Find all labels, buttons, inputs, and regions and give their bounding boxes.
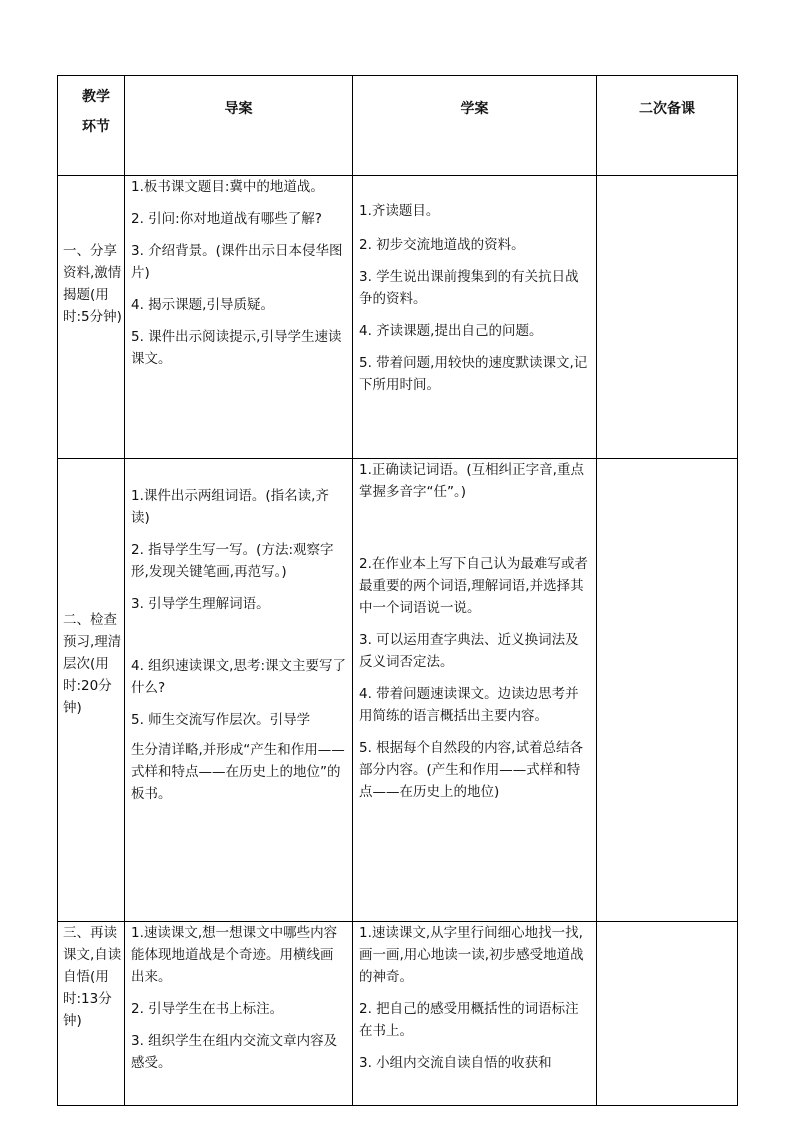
guide-item: 1.课件出示两组词语。(指名读,齐读) <box>131 488 329 526</box>
stage-cell <box>58 459 125 922</box>
guide-item: 2. 引导学生在书上标注。 <box>131 1001 284 1017</box>
guide-item: 3. 引导学生理解词语。 <box>131 596 270 612</box>
guide-item: 5. 课件出示阅读提示,引导学生速读课文。 <box>131 329 342 367</box>
guide-item: 2. 引问:你对地道战有哪些了解? <box>131 211 322 227</box>
stage-cell <box>58 176 125 459</box>
header-stage-line2: 环节 <box>82 119 110 135</box>
study-cell <box>353 459 597 922</box>
guide-item: 1.速读课文,想一想课文中哪些内容能体现地道战是个奇迹。用横线画出来。 <box>131 925 338 985</box>
header-stage <box>58 76 125 176</box>
table-row <box>58 176 738 459</box>
study-item: 3. 学生说出课前搜集到的有关抗日战争的资料。 <box>359 269 579 307</box>
stage-text: 一、分享资料,激情揭题(用时:5分钟) <box>63 243 122 325</box>
header-row <box>58 76 738 176</box>
second-prep-cell <box>597 459 738 922</box>
study-item: 5. 根据每个自然段的内容,试着总结各部分内容。(产生和作用——式样和特点——在历史上的地位) <box>359 740 583 800</box>
guide-item: 1.板书课文题目:冀中的地道战。 <box>131 179 324 195</box>
guide-item: 生分清详略,并形成“产生和作用——式样和特点——在历史上的地位”的板书。 <box>131 742 345 802</box>
stage-text: 二、检查预习,理清层次(用时:20分钟) <box>63 612 122 716</box>
study-item: 2. 把自己的感受用概括性的词语标注在书上。 <box>359 1001 579 1039</box>
stage-text: 三、再读课文,自读自悟(用时:13分钟) <box>63 925 122 1029</box>
study-item: 4. 齐读课题,提出自己的问题。 <box>359 323 543 339</box>
guide-item: 3. 组织学生在组内交流文章内容及感受。 <box>131 1033 338 1071</box>
guide-item: 3. 介绍背景。(课件出示日本侵华图片) <box>131 243 343 281</box>
study-item: 2.在作业本上写下自己认为最难写或者最重要的两个词语,理解词语,并选择其中一个词语说一说。 <box>359 556 588 616</box>
study-cell <box>353 176 597 459</box>
second-prep-cell <box>597 176 738 459</box>
guide-item: 2. 指导学生写一写。(方法:观察字形,发现关键笔画,再范写。) <box>131 542 334 580</box>
study-cell <box>353 922 597 1106</box>
stage-cell <box>58 922 125 1106</box>
study-item: 3. 可以运用查字典法、近义换词法及反义词否定法。 <box>359 632 579 670</box>
guide-item: 5. 师生交流写作层次。引导学 <box>131 712 311 728</box>
table-row <box>58 459 738 922</box>
header-guide: 导案 <box>125 76 353 176</box>
header-second: 二次备课 <box>597 76 738 176</box>
study-item: 5. 带着问题,用较快的速度默读课文,记下所用时间。 <box>359 355 588 393</box>
header-study: 学案 <box>353 76 597 176</box>
study-item: 3. 小组内交流自读自悟的收获和 <box>359 1055 552 1071</box>
study-item: 1.速读课文,从字里行间细心地找一找,画一画,用心地读一读,初步感受地道战的神奇。 <box>359 925 584 985</box>
second-prep-cell <box>597 922 738 1106</box>
study-item: 4. 带着问题速读课文。边读边思考并用简练的语言概括出主要内容。 <box>359 686 579 724</box>
guide-item: 4. 揭示课题,引导质疑。 <box>131 297 274 313</box>
guide-cell <box>125 459 353 922</box>
lesson-plan-table <box>57 75 738 1106</box>
header-stage-line1: 教学 <box>82 89 110 105</box>
study-item: 1.齐读题目。 <box>359 203 440 219</box>
guide-item: 4. 组织速读课文,思考:课文主要写了什么? <box>131 658 347 696</box>
study-item: 1.正确读记词语。(互相纠正字音,重点掌握多音字“任”。) <box>359 462 584 500</box>
table-row <box>58 922 738 1106</box>
study-item: 2. 初步交流地道战的资料。 <box>359 237 525 253</box>
guide-cell <box>125 176 353 459</box>
guide-cell <box>125 922 353 1106</box>
